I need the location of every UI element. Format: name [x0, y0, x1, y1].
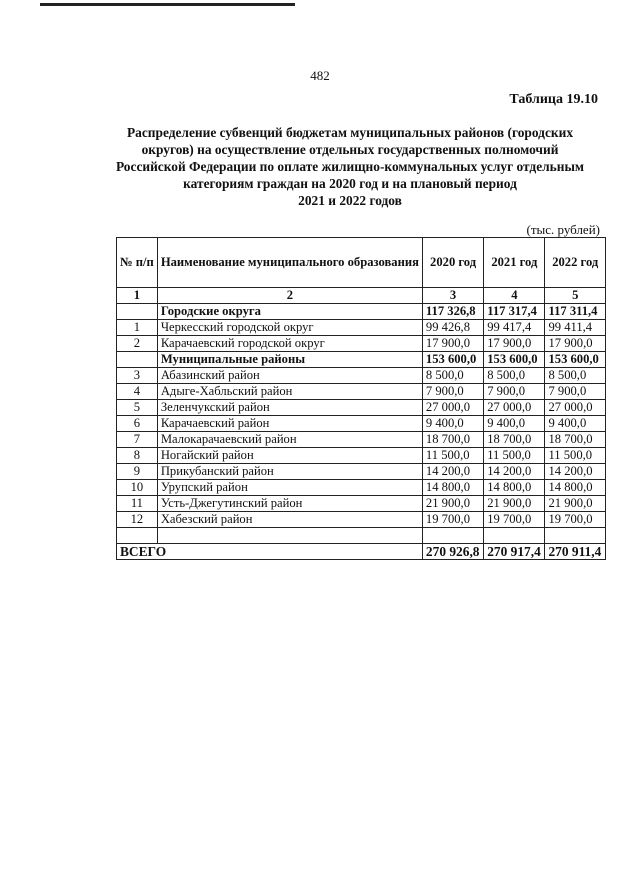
- row-2022: 99 411,4: [545, 320, 606, 336]
- total-2020: 270 926,8: [422, 544, 483, 560]
- row-2022: 7 900,0: [545, 384, 606, 400]
- row-name: Хабезский район: [157, 512, 422, 528]
- table-row: [117, 464, 606, 480]
- row-name: Малокарачаевский район: [157, 432, 422, 448]
- row-name: Урупский район: [157, 480, 422, 496]
- row-name: Прикубанский район: [157, 464, 422, 480]
- header-2020: 2020 год: [422, 238, 483, 288]
- subtotal-2021: 117 317,4: [484, 304, 545, 320]
- row-number: 5: [117, 400, 158, 416]
- header-2022: 2022 год: [545, 238, 606, 288]
- table-row: [117, 336, 606, 352]
- row-2020: 99 426,8: [422, 320, 483, 336]
- row-name: Карачаевский городской округ: [157, 336, 422, 352]
- empty-cell: [484, 528, 545, 544]
- column-number: 1: [117, 288, 158, 304]
- row-number: 2: [117, 336, 158, 352]
- subtotal-name: Муниципальные районы: [157, 352, 422, 368]
- row-2020: 11 500,0: [422, 448, 483, 464]
- row-2021: 7 900,0: [484, 384, 545, 400]
- empty-cell: [545, 528, 606, 544]
- row-number: 10: [117, 480, 158, 496]
- row-2020: 19 700,0: [422, 512, 483, 528]
- table-row: [117, 384, 606, 400]
- row-name: Усть-Джегутинский район: [157, 496, 422, 512]
- subtotal-2020: 117 326,8: [422, 304, 483, 320]
- row-2020: 21 900,0: [422, 496, 483, 512]
- title-line: Российской Федерации по оплате жилищно-коммунальных услуг отдельным: [115, 159, 585, 174]
- row-number: 9: [117, 464, 158, 480]
- table-label: Таблица 19.10: [509, 92, 598, 107]
- table-row: [117, 368, 606, 384]
- row-name: Черкесский городской округ: [157, 320, 422, 336]
- total-label: ВСЕГО: [117, 544, 423, 560]
- row-2022: 9 400,0: [545, 416, 606, 432]
- empty-cell: [157, 528, 422, 544]
- row-2021: 14 200,0: [484, 464, 545, 480]
- row-number: 4: [117, 384, 158, 400]
- row-2022: 8 500,0: [545, 368, 606, 384]
- row-number: 12: [117, 512, 158, 528]
- row-2021: 21 900,0: [484, 496, 545, 512]
- row-2022: 14 200,0: [545, 464, 606, 480]
- row-name: Ногайский район: [157, 448, 422, 464]
- page-number: 482: [310, 68, 330, 83]
- row-2020: 8 500,0: [422, 368, 483, 384]
- empty-cell: [422, 528, 483, 544]
- subtotal-2021: 153 600,0: [484, 352, 545, 368]
- table-row: [117, 416, 606, 432]
- subtotal-2020: 153 600,0: [422, 352, 483, 368]
- row-2021: 18 700,0: [484, 432, 545, 448]
- row-2022: 27 000,0: [545, 400, 606, 416]
- subtotal-row-districts: [117, 352, 606, 368]
- subtotal-name: Городские округа: [157, 304, 422, 320]
- row-2022: 21 900,0: [545, 496, 606, 512]
- row-2020: 9 400,0: [422, 416, 483, 432]
- column-number: 4: [484, 288, 545, 304]
- table-cell-no: [117, 352, 158, 368]
- title-line: Распределение субвенций бюджетам муниципальных районов (городских: [126, 125, 574, 140]
- row-number: 3: [117, 368, 158, 384]
- column-number: 2: [157, 288, 422, 304]
- row-2021: 99 417,4: [484, 320, 545, 336]
- row-name: Карачаевский район: [157, 416, 422, 432]
- row-2021: 14 800,0: [484, 480, 545, 496]
- row-2021: 11 500,0: [484, 448, 545, 464]
- column-number: 5: [545, 288, 606, 304]
- row-2020: 18 700,0: [422, 432, 483, 448]
- header-name: Наименование муниципального образования: [157, 238, 422, 288]
- title-line: округов) на осуществление отдельных государственных полномочий: [141, 142, 559, 157]
- row-2022: 18 700,0: [545, 432, 606, 448]
- total-2022: 270 911,4: [545, 544, 606, 560]
- row-2020: 27 000,0: [422, 400, 483, 416]
- subvention-table: [116, 237, 606, 560]
- row-number: 11: [117, 496, 158, 512]
- table-row: [117, 320, 606, 336]
- total-2021: 270 917,4: [484, 544, 545, 560]
- empty-cell: [117, 528, 158, 544]
- empty-row: [117, 528, 606, 544]
- row-2020: 17 900,0: [422, 336, 483, 352]
- header-row: [117, 238, 606, 288]
- table-cell-no: [117, 304, 158, 320]
- row-2020: 14 800,0: [422, 480, 483, 496]
- row-2020: 7 900,0: [422, 384, 483, 400]
- column-number: 3: [422, 288, 483, 304]
- row-number: 7: [117, 432, 158, 448]
- row-name: Зеленчукский район: [157, 400, 422, 416]
- units-label: (тыс. рублей): [526, 222, 600, 237]
- row-number: 8: [117, 448, 158, 464]
- title-line: категориям граждан на 2020 год и на плановый период: [183, 176, 517, 191]
- row-2020: 14 200,0: [422, 464, 483, 480]
- row-2021: 27 000,0: [484, 400, 545, 416]
- row-name: Адыге-Хабльский район: [157, 384, 422, 400]
- row-2022: 17 900,0: [545, 336, 606, 352]
- row-2022: 14 800,0: [545, 480, 606, 496]
- column-numbers-row: [117, 288, 606, 304]
- row-number: 6: [117, 416, 158, 432]
- row-2022: 19 700,0: [545, 512, 606, 528]
- subtotal-2022: 117 311,4: [545, 304, 606, 320]
- row-2021: 17 900,0: [484, 336, 545, 352]
- table-row: [117, 480, 606, 496]
- top-rule: [40, 3, 295, 6]
- table-row: [117, 400, 606, 416]
- table-row: [117, 496, 606, 512]
- total-row: [117, 544, 606, 560]
- row-2021: 19 700,0: [484, 512, 545, 528]
- document-title: [100, 124, 600, 209]
- header-no: № п/п: [117, 238, 158, 288]
- row-2022: 11 500,0: [545, 448, 606, 464]
- row-2021: 8 500,0: [484, 368, 545, 384]
- row-name: Абазинский район: [157, 368, 422, 384]
- subtotal-2022: 153 600,0: [545, 352, 606, 368]
- subtotal-row-urban: [117, 304, 606, 320]
- table-row: [117, 448, 606, 464]
- title-line: 2021 и 2022 годов: [298, 193, 402, 208]
- row-number: 1: [117, 320, 158, 336]
- header-2021: 2021 год: [484, 238, 545, 288]
- table-row: [117, 432, 606, 448]
- row-2021: 9 400,0: [484, 416, 545, 432]
- table-row: [117, 512, 606, 528]
